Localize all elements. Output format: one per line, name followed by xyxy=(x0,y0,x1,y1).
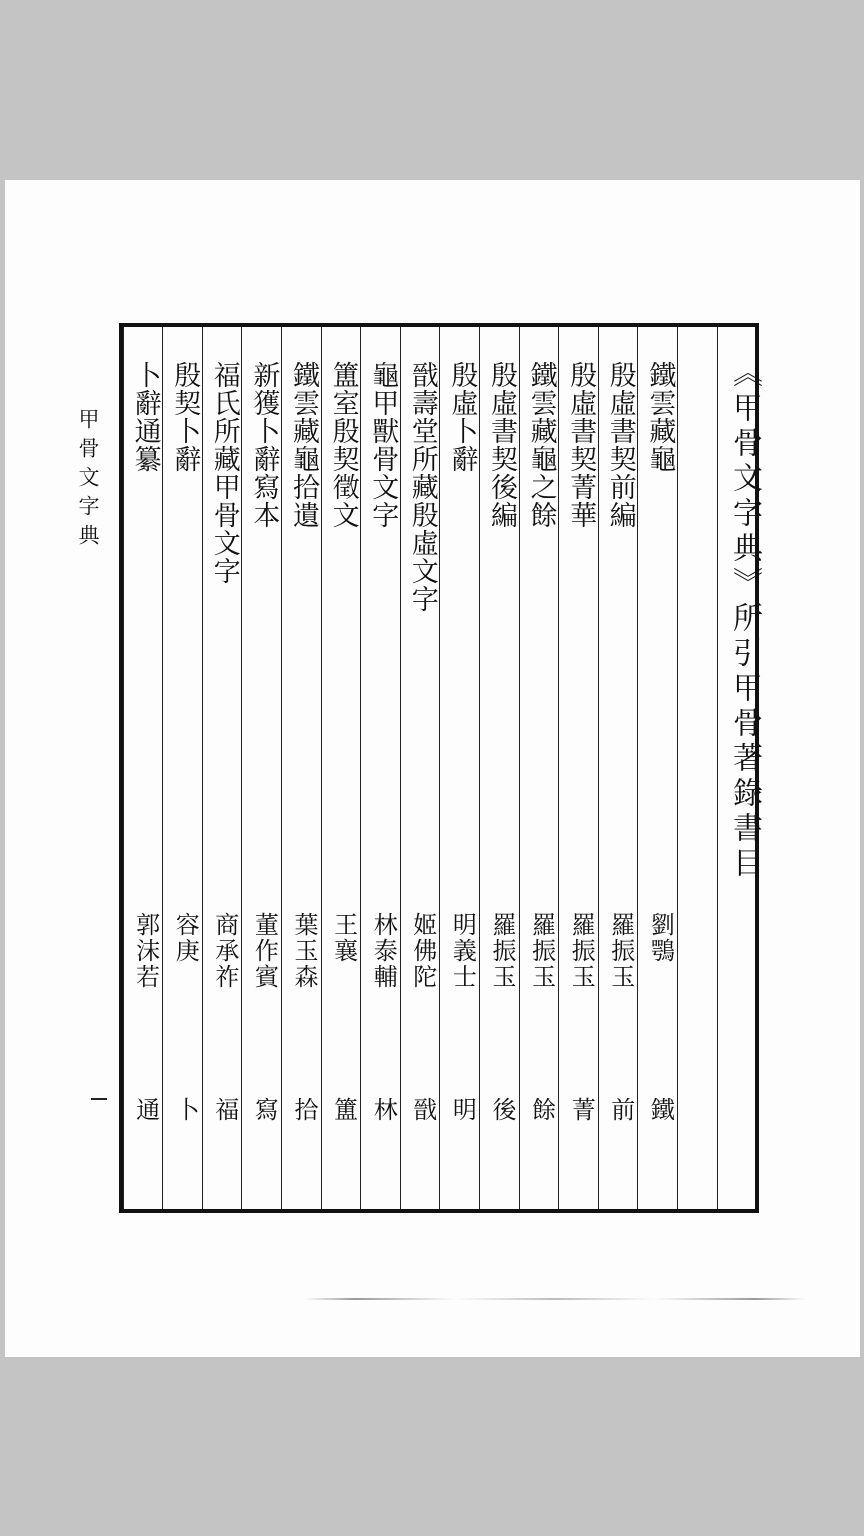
entry-title: 龜甲獸骨文字 xyxy=(367,361,399,529)
entry-abbreviation: 拾 xyxy=(290,1097,318,1121)
entry-abbreviation: 卜 xyxy=(171,1097,200,1121)
entry-abbreviation: 菁 xyxy=(567,1097,596,1121)
entry-title: 殷虛書契前編 xyxy=(604,361,636,529)
entry-title: 鐵雲藏龜之餘 xyxy=(525,361,557,529)
entry-title: 殷虛書契後編 xyxy=(486,361,517,529)
entry-title: 殷虛卜辭 xyxy=(446,361,478,473)
column-rule xyxy=(123,327,124,1209)
entry-author: 容庚 xyxy=(171,912,200,964)
entry-title: 戩壽堂所藏殷虛文字 xyxy=(406,361,438,613)
entry-abbreviation: 前 xyxy=(606,1097,635,1121)
entry-title: 殷契卜辭 xyxy=(169,361,201,473)
entry-author: 葉玉森 xyxy=(290,912,318,990)
entry-author: 羅振玉 xyxy=(527,912,556,990)
entry-abbreviation: 後 xyxy=(488,1097,516,1121)
entry-author: 董作賓 xyxy=(250,912,279,990)
entry-abbreviation: 寫 xyxy=(250,1097,279,1121)
entry-author: 商承祚 xyxy=(210,912,239,990)
entry-title: 鐵雲藏龜拾遺 xyxy=(288,361,319,529)
entry-title: 簠室殷契徵文 xyxy=(327,361,359,529)
table-title: 《甲骨文字典》所引甲骨著錄書目 xyxy=(727,357,762,882)
entry-author: 羅振玉 xyxy=(606,912,635,990)
entry-title: 卜辭通纂 xyxy=(129,361,161,473)
entry-title: 新獲卜辭寫本 xyxy=(248,361,280,529)
entry-author: 姬佛陀 xyxy=(408,912,437,990)
entry-abbreviation: 餘 xyxy=(527,1097,556,1121)
entry-title: 福氏所藏甲骨文字 xyxy=(208,361,240,585)
entry-author: 林泰輔 xyxy=(369,912,398,990)
entry-abbreviation: 簠 xyxy=(329,1097,358,1121)
bibliography-table xyxy=(119,323,762,1213)
entry-abbreviation: 鐵 xyxy=(646,1097,675,1121)
entry-abbreviation: 戩 xyxy=(408,1097,437,1121)
entry-abbreviation: 通 xyxy=(131,1097,160,1121)
entry-author: 羅振玉 xyxy=(567,912,596,990)
entry-author: 明義士 xyxy=(448,912,477,990)
running-head: 甲骨文字典 xyxy=(76,408,100,553)
entry-author: 劉鶚 xyxy=(646,912,675,964)
entry-abbreviation: 福 xyxy=(210,1097,239,1121)
page-number-mark xyxy=(91,1098,107,1100)
scan-specks xyxy=(305,1298,805,1300)
entry-title: 鐵雲藏龜 xyxy=(644,361,676,473)
entry-abbreviation: 明 xyxy=(448,1097,477,1121)
column-rule xyxy=(717,327,718,1209)
entry-abbreviation: 林 xyxy=(369,1097,398,1121)
entry-author: 郭沫若 xyxy=(131,912,160,990)
entry-author: 王襄 xyxy=(329,912,358,964)
book-page xyxy=(5,180,860,1357)
entry-title: 殷虛書契菁華 xyxy=(565,361,597,529)
entry-author: 羅振玉 xyxy=(488,912,516,990)
